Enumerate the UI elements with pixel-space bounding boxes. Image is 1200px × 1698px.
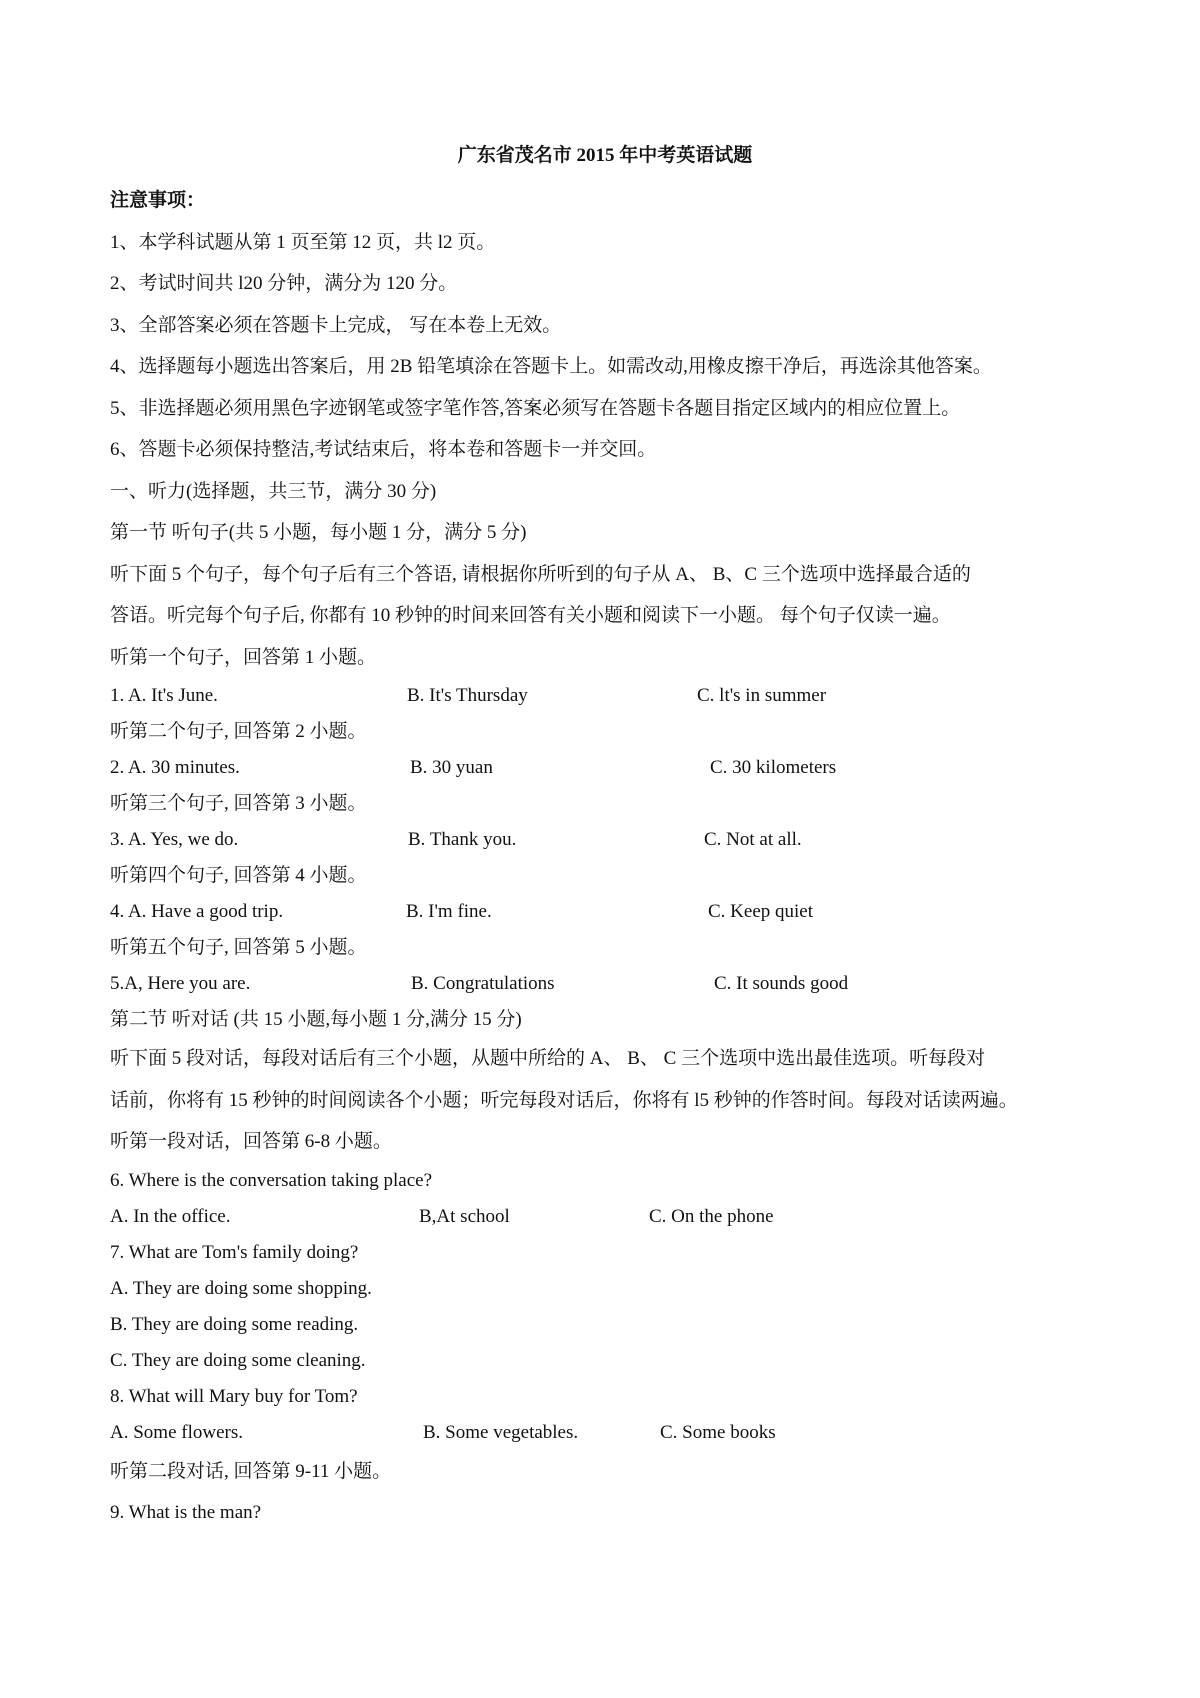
- option-a: A. In the office.: [110, 1205, 231, 1227]
- notice-item: 1、本学科试题从第 1 页至第 12 页，共 l2 页。: [110, 231, 496, 253]
- section1-instruction: 听下面 5 个句子，每个句子后有三个答语, 请根据你所听到的句子从 A、 B、C 三个选项中选择最合适的: [110, 563, 971, 585]
- notice-heading: 注意事项：: [110, 190, 206, 211]
- section2-instruction: 话前，你将有 15 秒钟的时间阅读各个小题；听完每段对话后，你将有 l5 秒钟的作答时间。每段对话读两遍。: [110, 1089, 1018, 1111]
- option-b: B. I'm fine.: [406, 901, 492, 922]
- item-prompt: 听第三个句子, 回答第 3 小题。: [110, 793, 367, 814]
- page-content: [110, 138, 1100, 1533]
- option-row: [110, 1415, 1100, 1451]
- option-b: B. Congratulations: [411, 973, 555, 994]
- option-a: A. Some flowers.: [110, 1421, 243, 1443]
- option-a: 2. A. 30 minutes.: [110, 757, 240, 778]
- option-a: 1. A. It's June.: [110, 685, 218, 706]
- option-row: [110, 966, 1100, 1002]
- option-row: [110, 1199, 1100, 1235]
- notice-item: 3、全部答案必须在答题卡上完成， 写在本卷上无效。: [110, 314, 562, 336]
- option-b: B. They are doing some reading.: [110, 1313, 359, 1335]
- option-c: C. lt's in summer: [697, 685, 827, 706]
- option-b: B. Thank you.: [408, 829, 517, 850]
- option-a: 3. A. Yes, we do.: [110, 829, 239, 850]
- section1-heading: 第一节 听句子(共 5 小题，每小题 1 分，满分 5 分): [110, 522, 527, 543]
- option-c: C. 30 kilometers: [710, 757, 837, 778]
- page-title: 广东省茂名市 2015 年中考英语试题: [457, 145, 753, 166]
- option-row: [110, 678, 1100, 714]
- option-c: C. It sounds good: [714, 973, 849, 994]
- question-9: 9. What is the man?: [110, 1501, 262, 1523]
- option-c: C. Some books: [660, 1421, 776, 1443]
- question-8: 8. What will Mary buy for Tom?: [110, 1385, 358, 1407]
- option-b: B. Some vegetables.: [423, 1421, 579, 1443]
- section2-heading: 第二节 听对话 (共 15 小题,每小题 1 分,满分 15 分): [110, 1009, 522, 1030]
- notice-item: 2、考试时间共 l20 分钟，满分为 120 分。: [110, 273, 458, 294]
- dialog-prompt: 听第二段对话, 回答第 9-11 小题。: [110, 1460, 392, 1482]
- item-prompt: 听第一个句子，回答第 1 小题。: [110, 646, 377, 668]
- item-prompt: 听第五个句子, 回答第 5 小题。: [110, 937, 367, 958]
- dialog-prompt: 听第一段对话，回答第 6-8 小题。: [110, 1131, 392, 1152]
- item-prompt: 听第四个句子, 回答第 4 小题。: [110, 865, 367, 886]
- option-row: [110, 750, 1100, 786]
- notice-item: 5、非选择题必须用黑色字迹钢笔或签字笔作答,答案必须写在答题卡各题目指定区域内的相应位置上。: [110, 397, 961, 419]
- option-c: C. Not at all.: [704, 829, 802, 850]
- notice-item: 6、答题卡必须保持整洁,考试结束后，将本卷和答题卡一并交回。: [110, 439, 657, 460]
- option-row: [110, 822, 1100, 858]
- option-c: C. On the phone: [649, 1205, 774, 1227]
- option-a: 4. A. Have a good trip.: [110, 901, 284, 922]
- option-a: A. They are doing some shopping.: [110, 1277, 372, 1299]
- option-c: C. They are doing some cleaning.: [110, 1349, 366, 1371]
- option-row: [110, 894, 1100, 930]
- question-7: 7. What are Tom's family doing?: [110, 1241, 359, 1263]
- section2-instruction: 听下面 5 段对话，每段对话后有三个小题，从题中所给的 A、 B、 C 三个选项中选出最佳选项。听每段对: [110, 1048, 986, 1069]
- question-6: 6. Where is the conversation taking place?: [110, 1169, 432, 1191]
- section1-instruction: 答语。听完每个句子后, 你都有 10 秒钟的时间来回答有关小题和阅读下一小题。 每个句子仅读一遍。: [110, 605, 951, 626]
- option-b: B. It's Thursday: [407, 685, 528, 706]
- part1-heading: 一、听力(选择题，共三节，满分 30 分): [110, 480, 437, 502]
- option-b: B,At school: [419, 1205, 510, 1227]
- item-prompt: 听第二个句子, 回答第 2 小题。: [110, 721, 367, 742]
- option-b: B. 30 yuan: [410, 757, 493, 778]
- option-c: C. Keep quiet: [708, 901, 814, 922]
- notice-item: 4、选择题每小题选出答案后，用 2B 铅笔填涂在答题卡上。如需改动,用橡皮擦干净后，再选涂其他答案。: [110, 356, 992, 377]
- option-a: 5.A, Here you are.: [110, 973, 251, 994]
